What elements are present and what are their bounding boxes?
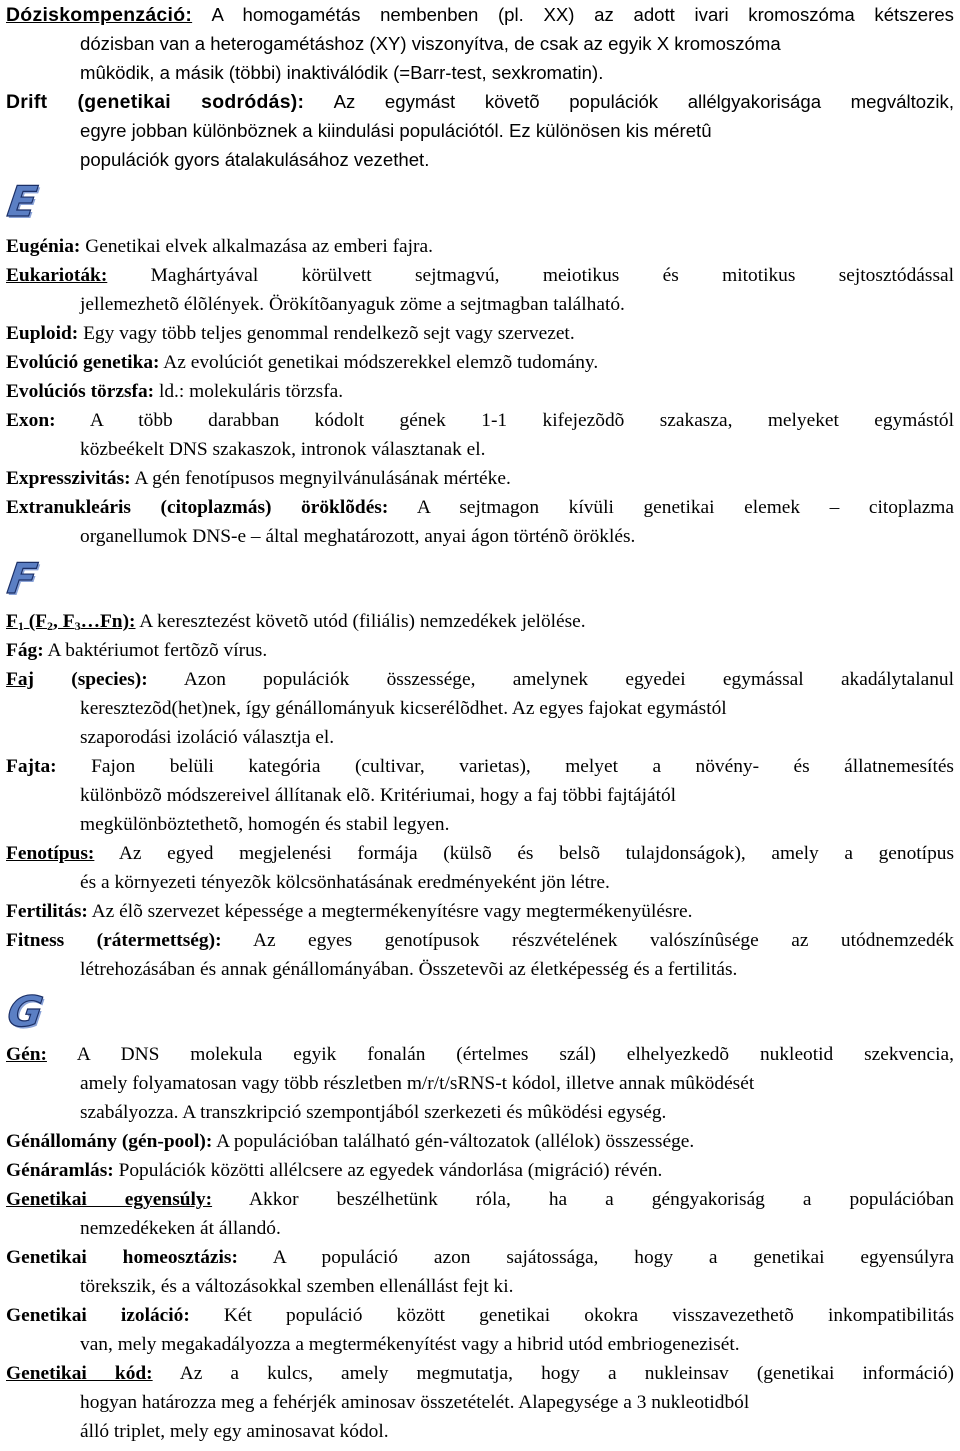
- glossary-entry: [0, 636, 960, 665]
- glossary-entry: [0, 406, 960, 464]
- term: Eugénia:: [6, 236, 81, 257]
- definition-line: Az evolúciót genetikai módszerekkel elemzõ tudomány.: [163, 352, 599, 373]
- term: Genetikai egyensúly:: [6, 1189, 213, 1210]
- term: Faj (species):: [6, 669, 148, 690]
- glossary-entry: [0, 493, 960, 551]
- glossary-entry: [0, 665, 960, 752]
- term: $F_1$ ($F_2$, $F_3\dots Fn$):: [6, 611, 136, 633]
- definition-line: Maghártyával körülvett sejtmagvú, meiotikus és mitotikus sejtosztódással: [150, 265, 954, 286]
- glossary-entry: [0, 232, 960, 261]
- term: Genetikai kód:: [6, 1363, 153, 1384]
- section-f-entries: [0, 636, 960, 984]
- definition-line: Az egyed megjelenési formája (külsõ és belsõ tulajdonságok), amely a genotípus: [118, 843, 955, 864]
- definition-line: Az élõ szervezet képessége a megtermékenyítésre vagy megtermékenyülésre.: [91, 901, 693, 922]
- definition-line: A keresztezést követõ utód (filiális) nemzedékek jelölése.: [139, 611, 586, 632]
- term: Genetikai izoláció:: [6, 1305, 190, 1326]
- glossary-entry: [0, 1127, 960, 1156]
- section-e-entries: [0, 232, 960, 551]
- term: Eukarioták:: [6, 265, 108, 286]
- term: Expresszivitás:: [6, 468, 131, 489]
- glossary-entry: [0, 261, 960, 319]
- term: Fertilitás:: [6, 901, 88, 922]
- term: Genetikai homeosztázis:: [6, 1247, 238, 1268]
- glossary-entry: [0, 319, 960, 348]
- definition-line: egyre jobban különböznek a kiindulási populációtól. Ez különösen kis méretû: [80, 120, 712, 141]
- term: Gén:: [6, 1044, 47, 1065]
- definition-line: szaporodási izoláció választja el.: [80, 727, 335, 748]
- section-letter-f: [0, 551, 960, 607]
- glossary-entry: [0, 1301, 960, 1359]
- definition-line: mûködik, a másik (többi) inaktiválódik (=Barr-test, sexkromatin).: [80, 62, 604, 83]
- definition-line: különbözõ módszereivel állítanak elõ. Kritériumai, hogy a faj többi fajtájától: [80, 785, 677, 806]
- letter-e-icon: E: [4, 177, 41, 226]
- definition-line: jellemezhetõ élõlények. Örökítõanyaguk zöme a sejtmagban található.: [80, 294, 625, 315]
- definition-line: amely folyamatosan vagy több részletben m/r/t/sRNS-t kódol, illetve annak mûködését: [80, 1073, 755, 1094]
- glossary-entry: [0, 377, 960, 406]
- definition-line: hogyan határozza meg a fehérjék aminosav összetételét. Alapegysége a 3 nukleotidból: [80, 1392, 750, 1413]
- glossary-entry: [0, 1359, 960, 1446]
- section-letter-e: [0, 174, 960, 232]
- definition-line: A populáció azon sajátossága, hogy a genetikai egyensúlyra: [272, 1247, 955, 1268]
- definition-line: populációk gyors átalakulásához vezethet.: [80, 149, 430, 170]
- definition-line: keresztezõd(het)nek, így génállományuk kicserélõdhet. Az egyes fajokat egymástól: [80, 698, 727, 719]
- term: Fitness (rátermettség):: [6, 930, 222, 951]
- term: Euploid:: [6, 323, 79, 344]
- definition-line: nemzedékeken át állandó.: [80, 1218, 281, 1239]
- definition-line: A homogamétás nembenben (pl. XX) az adott ivari kromoszóma kétszeres: [211, 4, 954, 25]
- term: Fenotípus:: [6, 843, 95, 864]
- glossary-entry: [0, 926, 960, 984]
- definition-line: dózisban van a heterogamétáshoz (XY) viszonyítva, de csak az egyik X kromoszóma: [80, 33, 781, 54]
- term: Evolúciós törzsfa:: [6, 381, 155, 402]
- definition-line: A több darabban kódolt gének 1-1 kifejezõdõ szakasza, melyeket egymástól: [89, 410, 954, 431]
- term: Drift (genetikai sodródás):: [6, 91, 305, 113]
- entry-drift: [0, 87, 960, 174]
- definition-line: és a környezeti tényezõk kölcsönhatásának eredményeként jön létre.: [80, 872, 610, 893]
- definition-line: A DNS molekula egyik fonalán (értelmes szál) elhelyezkedõ nukleotid szekvencia,: [76, 1044, 955, 1065]
- definition-line: Akkor beszélhetünk róla, ha a géngyakoriság a populációban: [249, 1189, 954, 1210]
- term: Exon:: [6, 410, 56, 431]
- glossary-entry: [0, 839, 960, 897]
- entry-f1: [0, 607, 960, 636]
- definition-line: Az a kulcs, amely megmutatja, hogy a nukleinsav (genetikai információ): [179, 1363, 954, 1384]
- term: Extranukleáris (citoplazmás) öröklõdés:: [6, 497, 389, 518]
- definition-line: létrehozásában és annak génállományában. Összetevõi az életképesség és a fertilitás.: [80, 959, 738, 980]
- term: Dóziskompenzáció:: [6, 4, 193, 26]
- glossary-entry: [0, 1156, 960, 1185]
- glossary-entry: [0, 464, 960, 493]
- definition-line: Fajon belüli kategória (cultivar, varietas), melyet a növény- és állatnemesítés: [91, 756, 954, 777]
- definition-line: álló triplet, mely egy aminosavat kódol.: [80, 1421, 389, 1442]
- definition-line: A sejtmagon kívüli genetikai elemek – citoplazma: [416, 497, 954, 518]
- glossary-entry: [0, 752, 960, 839]
- definition-line: Genetikai elvek alkalmazása az emberi fajra.: [85, 236, 433, 257]
- definition-line: Két populáció között genetikai okokra visszavezethetõ inkompatibilitás: [223, 1305, 954, 1326]
- section-letter-g: [0, 984, 960, 1040]
- definition-line: van, mely megakadályozza a megtermékenyítést vagy a hibrid utód embriogenezisét.: [80, 1334, 740, 1355]
- glossary-entry: [0, 1185, 960, 1243]
- definition-line: Az egymást követõ populációk allélgyakorisága megváltozik,: [333, 91, 954, 112]
- term: Evolúció genetika:: [6, 352, 160, 373]
- definition-line: Egy vagy több teljes genommal rendelkezõ sejt vagy szervezet.: [83, 323, 575, 344]
- glossary-entry: [0, 1243, 960, 1301]
- definition-line: Azon populációk összessége, amelynek egyedei egymással akadálytalanul: [183, 669, 954, 690]
- glossary-entry: [0, 348, 960, 377]
- glossary-entry: [0, 897, 960, 926]
- glossary-entry: [0, 1040, 960, 1127]
- letter-g-icon: G: [4, 987, 46, 1036]
- term: Génállomány (gén-pool):: [6, 1131, 213, 1152]
- letter-f-icon: F: [4, 554, 41, 603]
- definition-line: megkülönböztethetõ, homogén és stabil legyen.: [80, 814, 450, 835]
- definition-line: A populációban található gén-változatok (allélok) összessége.: [216, 1131, 695, 1152]
- definition-line: szabályozza. A transzkripció szempontjából szerkezeti és mûködési egység.: [80, 1102, 667, 1123]
- section-g-entries: [0, 1040, 960, 1446]
- definition-line: A gén fenotípusos megnyilvánulásának mértéke.: [134, 468, 511, 489]
- term: Génáramlás:: [6, 1160, 114, 1181]
- definition-line: Az egyes genotípusok részvételének valószínûsége az utódnemzedék: [252, 930, 954, 951]
- definition-line: organellumok DNS-e – által meghatározott, anyai ágon történõ öröklés.: [80, 526, 636, 547]
- definition-line: Populációk közötti allélcsere az egyedek vándorlása (migráció) révén.: [118, 1160, 663, 1181]
- term: Fág:: [6, 640, 44, 661]
- definition-line: A baktériumot fertõzõ vírus.: [47, 640, 268, 661]
- term: Fajta:: [6, 756, 57, 777]
- definition-line: törekszik, és a változásokkal szemben ellenállást fejt ki.: [80, 1276, 514, 1297]
- entry-doziskompenzacio: [0, 0, 960, 87]
- definition-line: ld.: molekuláris törzsfa.: [158, 381, 344, 402]
- definition-line: közbeékelt DNS szakaszok, intronok választanak el.: [80, 439, 486, 460]
